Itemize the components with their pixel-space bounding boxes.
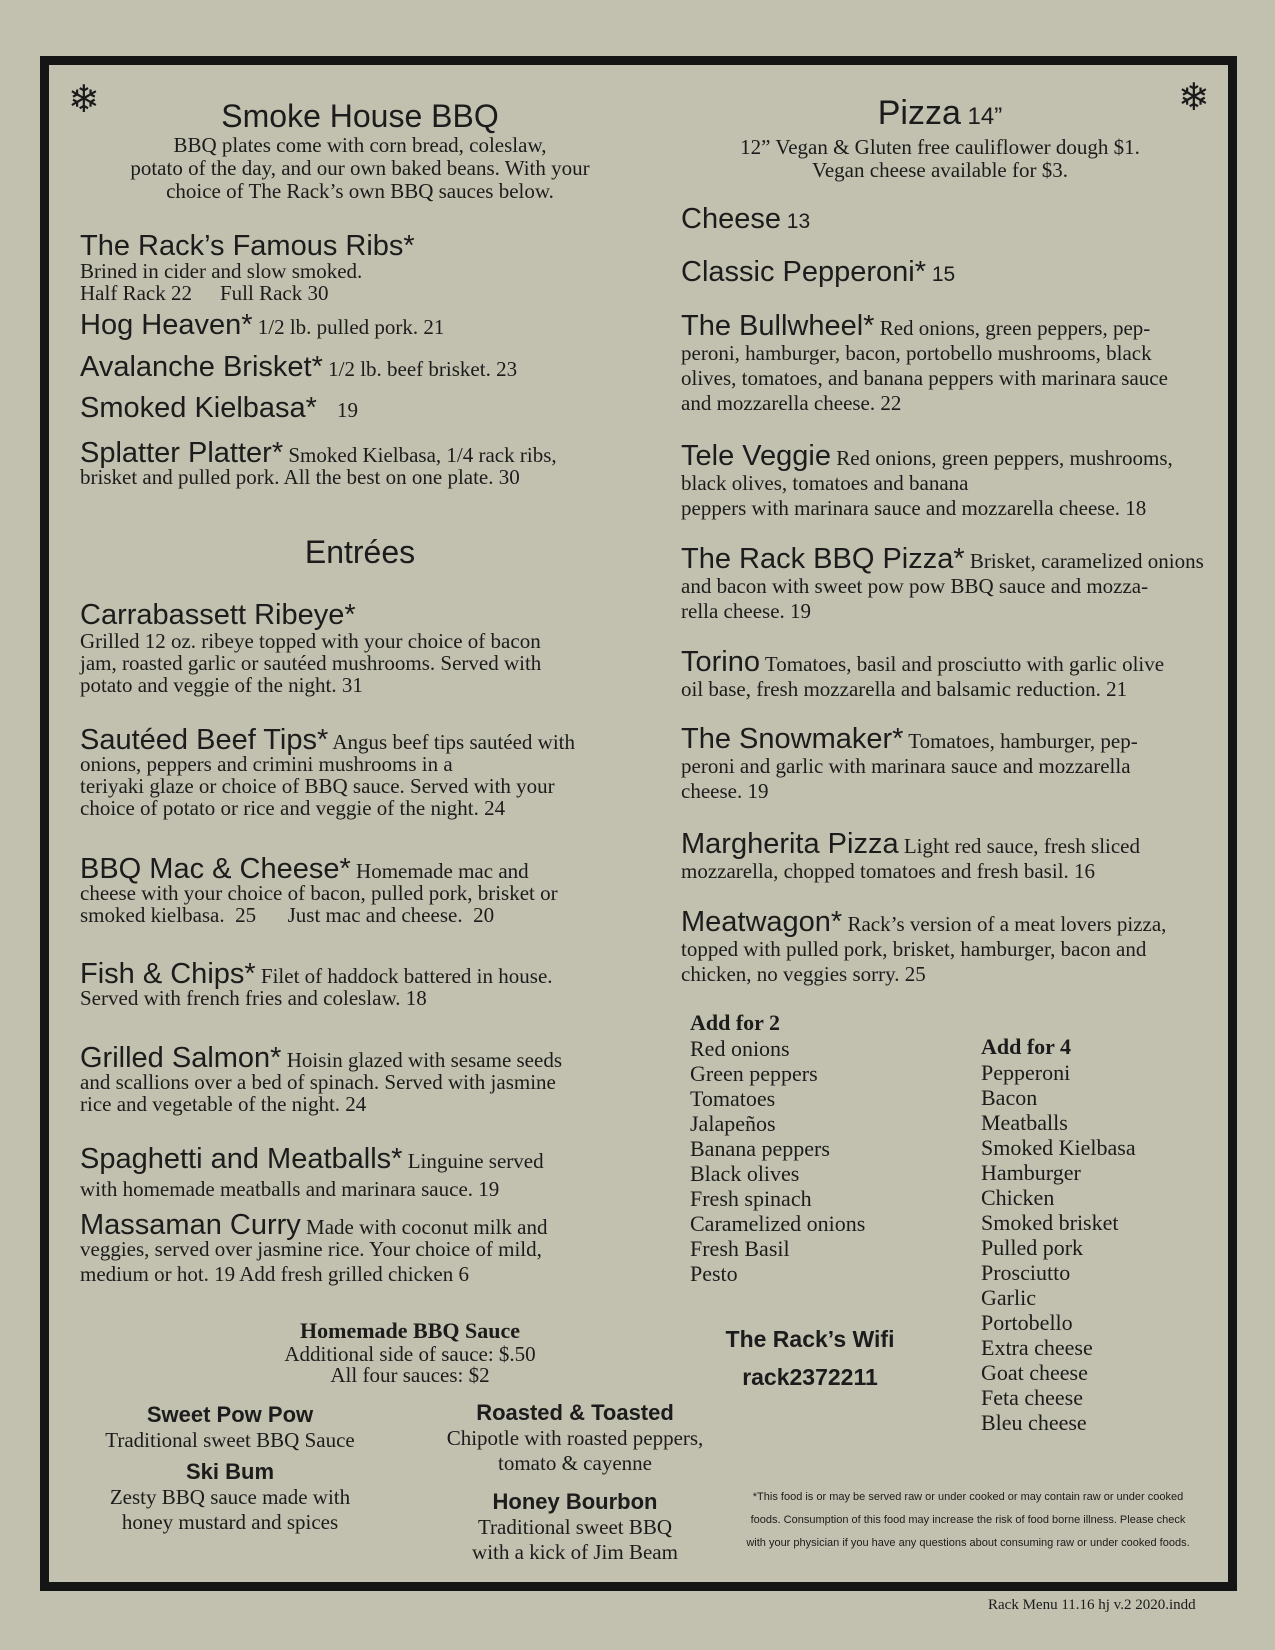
- disclaimer-line: *This food is or may be served raw or under cooked or may contain raw or under cooked: [752, 1491, 1184, 1503]
- bbq-subtitle-line: choice of The Rack’s own BBQ sauces below.: [166, 179, 554, 203]
- disclaimer-line: foods. Consumption of this food may increase the risk of food borne illness. Please check: [750, 1514, 1186, 1526]
- menu-item-snowmaker: [681, 723, 1231, 804]
- item-desc: 1/2 lb. beef brisket. 23: [322, 357, 518, 381]
- bbq-section-title: Smoke House BBQ: [221, 98, 499, 134]
- item-name: Hog Heaven*: [80, 309, 253, 341]
- item-desc: rice and vegetable of the night. 24: [80, 1092, 367, 1116]
- file-name-footer: Rack Menu 11.16 hj v.2 2020.indd: [988, 1597, 1196, 1613]
- menu-item-ribs: [80, 232, 640, 304]
- add-for-4-list: [981, 1034, 1221, 1435]
- item-desc: Angus beef tips sautéed with: [328, 730, 576, 754]
- item-desc: peppers with marinara sauce and mozzarella cheese. 18: [681, 496, 1147, 520]
- item-desc: Served with french fries and coleslaw. 18: [80, 986, 427, 1010]
- item-desc: peroni and garlic with marinara sauce and mozzarella: [681, 754, 1131, 778]
- addon-item: Goat cheese: [981, 1360, 1088, 1385]
- item-name: Massaman Curry: [80, 1209, 301, 1241]
- item-desc: Hoisin glazed with sesame seeds: [281, 1048, 563, 1072]
- item-name: Grilled Salmon*: [80, 1042, 282, 1074]
- item-desc: Homemade mac and: [350, 859, 529, 883]
- snowflake-icon: ❄: [1178, 75, 1210, 119]
- item-desc: smoked kielbasa. 25 Just mac and cheese. 20: [80, 903, 495, 927]
- sauce-price-line: Additional side of sauce: $.50: [284, 1342, 536, 1366]
- add-for-2-items: [690, 1036, 950, 1286]
- add-for-4-items: [981, 1060, 1221, 1435]
- item-desc: peroni, hamburger, bacon, portobello mushrooms, black: [681, 341, 1152, 365]
- menu-item-curry: [80, 1209, 660, 1288]
- menu-item-torino: [681, 646, 1231, 702]
- pizza-size: 14”: [960, 103, 1003, 130]
- item-name: Spaghetti and Meatballs*: [80, 1143, 403, 1175]
- menu-item-splatter: [80, 437, 650, 489]
- item-desc: cheese. 19: [681, 779, 769, 803]
- addon-item: Pulled pork: [981, 1235, 1084, 1260]
- item-desc: Brined in cider and slow smoked.: [80, 259, 363, 283]
- sauce-desc: Zesty BBQ sauce made with: [109, 1485, 351, 1509]
- item-desc: Red onions, green peppers, mushrooms,: [830, 446, 1173, 470]
- disclaimer-line: with your physician if you have any questions about consuming raw or under cooked foods.: [746, 1537, 1190, 1549]
- addon-item: Red onions: [690, 1036, 790, 1061]
- item-name: The Bullwheel*: [681, 310, 875, 342]
- addon-item: Meatballs: [981, 1110, 1068, 1135]
- add-for-2-list: [690, 1010, 950, 1286]
- item-desc: jam, roasted garlic or sautéed mushrooms. Served with: [80, 651, 542, 675]
- item-desc: chicken, no veggies sorry. 25: [681, 962, 926, 986]
- pizza-subtitle-line: Vegan cheese available for $3.: [812, 158, 1068, 182]
- full-rack-price: Full Rack 30: [219, 281, 329, 305]
- addon-item: Prosciutto: [981, 1260, 1071, 1285]
- addon-item: Black olives: [690, 1161, 800, 1186]
- item-desc: choice of potato or rice and veggie of the night. 24: [80, 796, 506, 820]
- bbq-subtitle-line: potato of the day, and our own baked beans. With your: [130, 156, 590, 180]
- menu-item-rack-bbq-pizza: [681, 543, 1231, 624]
- menu-item-brisket: [80, 351, 640, 383]
- menu-item-mac-cheese: [80, 853, 660, 927]
- item-desc: rella cheese. 19: [681, 599, 812, 623]
- sauce-desc: tomato & cayenne: [498, 1451, 652, 1475]
- sauce-desc: honey mustard and spices: [121, 1510, 339, 1534]
- item-desc: Smoked Kielbasa, 1/4 rack ribs,: [283, 443, 557, 467]
- item-desc: and bacon with sweet pow pow BBQ sauce and mozza-: [681, 574, 1149, 598]
- addon-item: Garlic: [981, 1285, 1036, 1310]
- item-desc: Tomatoes, basil and prosciutto with garlic olive: [760, 652, 1165, 676]
- menu-item-kielbasa: [80, 392, 640, 424]
- pizza-section-title: [680, 96, 1200, 131]
- addon-item: Hamburger: [981, 1160, 1081, 1185]
- item-desc: brisket and pulled pork. All the best on one plate. 30: [80, 465, 520, 489]
- item-desc: medium or hot. 19 Add fresh grilled chicken 6: [80, 1262, 470, 1286]
- sauce-desc: Traditional sweet BBQ Sauce: [105, 1428, 355, 1452]
- add-for-2-title: Add for 2: [690, 1010, 781, 1035]
- sauce-name: Roasted & Toasted: [476, 1400, 674, 1425]
- item-desc: veggies, served over jasmine rice. Your choice of mild,: [80, 1237, 542, 1261]
- addon-item: Pesto: [690, 1261, 738, 1286]
- snowflake-icon: ❄: [68, 77, 100, 121]
- item-name: Classic Pepperoni*: [681, 256, 927, 288]
- item-name: Fish & Chips*: [80, 958, 256, 990]
- item-desc: Filet of haddock battered in house.: [255, 964, 553, 988]
- item-desc: topped with pulled pork, brisket, hamburger, bacon and: [681, 937, 1147, 961]
- menu-item-cheese: [681, 203, 810, 236]
- addon-item: Feta cheese: [981, 1385, 1083, 1410]
- menu-item-ribeye: [80, 600, 650, 696]
- item-desc: black olives, tomatoes and banana: [681, 471, 969, 495]
- add-for-4-title: Add for 4: [981, 1034, 1072, 1059]
- addon-item: Chicken: [981, 1185, 1055, 1210]
- item-name: Sautéed Beef Tips*: [80, 724, 329, 756]
- menu-item-salmon: [80, 1042, 660, 1116]
- item-name: The Rack’s Famous Ribs*: [80, 230, 415, 262]
- item-name: Meatwagon*: [681, 906, 843, 938]
- food-safety-disclaimer: [728, 1486, 1208, 1555]
- addon-item: Smoked Kielbasa: [981, 1135, 1136, 1160]
- item-desc: Red onions, green peppers, pep-: [874, 316, 1151, 340]
- item-name: Smoked Kielbasa*: [80, 392, 317, 424]
- menu-item-meatwagon: [681, 906, 1231, 987]
- item-desc: oil base, fresh mozzarella and balsamic reduction. 21: [681, 677, 1128, 701]
- addon-item: Fresh spinach: [690, 1186, 812, 1211]
- addon-item: Fresh Basil: [690, 1236, 790, 1261]
- addon-item: Portobello: [981, 1310, 1073, 1335]
- item-name: Tele Veggie: [681, 440, 831, 472]
- sauce-desc: Chipotle with roasted peppers,: [446, 1426, 704, 1450]
- item-desc: with homemade meatballs and marinara sauce. 19: [80, 1177, 500, 1201]
- item-name: Cheese: [681, 203, 781, 235]
- sauce-price-line: All four sauces: $2: [330, 1363, 490, 1387]
- pizza-title: Pizza: [877, 94, 961, 132]
- addon-item: Pepperoni: [981, 1060, 1071, 1085]
- item-desc: Brisket, caramelized onions: [964, 549, 1204, 573]
- addon-item: Caramelized onions: [690, 1211, 866, 1236]
- sauce-name: Ski Bum: [185, 1459, 275, 1484]
- addon-item: Bleu cheese: [981, 1410, 1087, 1435]
- item-price: 15: [926, 263, 956, 286]
- wifi-title: The Rack’s Wifi: [725, 1326, 895, 1352]
- item-name: The Snowmaker*: [681, 723, 904, 755]
- item-prices: [80, 282, 640, 304]
- item-name: The Rack BBQ Pizza*: [681, 543, 965, 575]
- menu-item-tele-veggie: [681, 440, 1231, 521]
- sauce-desc: Traditional sweet BBQ: [477, 1515, 673, 1539]
- addon-item: Smoked brisket: [981, 1210, 1119, 1235]
- menu-item-margherita: [681, 828, 1231, 884]
- sauce-name: Sweet Pow Pow: [146, 1402, 314, 1427]
- pizza-subtitle: [680, 136, 1200, 182]
- wifi-password: rack2372211: [742, 1364, 878, 1390]
- item-name: Avalanche Brisket*: [80, 351, 323, 383]
- menu-item-beef-tips: [80, 724, 660, 820]
- addon-item: Jalapeños: [690, 1111, 776, 1136]
- item-desc: Tomatoes, hamburger, pep-: [903, 729, 1138, 753]
- item-desc: and scallions over a bed of spinach. Served with jasmine: [80, 1070, 556, 1094]
- sauce-title: Homemade BBQ Sauce: [300, 1318, 520, 1343]
- item-desc: Linguine served: [402, 1149, 544, 1173]
- item-desc: Light red sauce, fresh sliced: [898, 834, 1141, 858]
- menu-item-pepperoni: [681, 256, 955, 289]
- sauce-sweet-pow-pow: [70, 1402, 390, 1453]
- addon-item: Tomatoes: [690, 1086, 776, 1111]
- menu-item-hog-heaven: [80, 309, 640, 341]
- addon-item: Green peppers: [690, 1061, 818, 1086]
- sauce-roasted-toasted: [410, 1400, 740, 1476]
- bbq-subtitle: [80, 134, 640, 203]
- item-desc: and mozzarella cheese. 22: [681, 391, 902, 415]
- item-desc: olives, tomatoes, and banana peppers with marinara sauce: [681, 366, 1168, 390]
- item-desc: 1/2 lb. pulled pork. 21: [252, 315, 445, 339]
- sauce-ski-bum: [70, 1459, 390, 1535]
- item-desc: mozzarella, chopped tomatoes and fresh basil. 16: [681, 859, 1096, 883]
- item-name: Torino: [681, 646, 760, 678]
- item-name: Carrabassett Ribeye*: [80, 599, 356, 631]
- item-desc: onions, peppers and crimini mushrooms in a: [80, 752, 453, 776]
- sauce-honey-bourbon: [410, 1489, 740, 1565]
- entrees-section-title: Entrées: [304, 534, 416, 570]
- wifi-info: [680, 1320, 940, 1396]
- half-rack-price: Half Rack 22: [80, 281, 192, 305]
- menu-item-bullwheel: [681, 310, 1231, 416]
- item-desc: Rack’s version of a meat lovers pizza,: [842, 912, 1167, 936]
- menu-item-fish-chips: [80, 958, 660, 1010]
- sauce-desc: with a kick of Jim Beam: [472, 1540, 678, 1564]
- menu-item-spaghetti: [80, 1145, 660, 1203]
- item-desc: cheese with your choice of bacon, pulled pork, brisket or: [80, 881, 558, 905]
- addon-item: Banana peppers: [690, 1136, 830, 1161]
- item-desc: potato and veggie of the night. 31: [80, 673, 363, 697]
- item-name: Splatter Platter*: [80, 437, 284, 469]
- pizza-subtitle-line: 12” Vegan & Gluten free cauliflower dough $1.: [740, 135, 1140, 159]
- addon-item: Extra cheese: [981, 1335, 1093, 1360]
- addon-item: Bacon: [981, 1085, 1038, 1110]
- item-name: BBQ Mac & Cheese*: [80, 853, 351, 885]
- sauce-header: [200, 1318, 620, 1386]
- item-desc: 19: [336, 398, 358, 422]
- item-name: Margherita Pizza: [681, 828, 899, 860]
- item-desc: Grilled 12 oz. ribeye topped with your choice of bacon: [80, 629, 541, 653]
- bbq-subtitle-line: BBQ plates come with corn bread, coleslaw,: [173, 133, 547, 157]
- item-desc: Made with coconut milk and: [300, 1215, 548, 1239]
- item-price: 13: [780, 210, 811, 233]
- sauce-name: Honey Bourbon: [492, 1489, 658, 1514]
- item-desc: teriyaki glaze or choice of BBQ sauce. Served with your: [80, 774, 555, 798]
